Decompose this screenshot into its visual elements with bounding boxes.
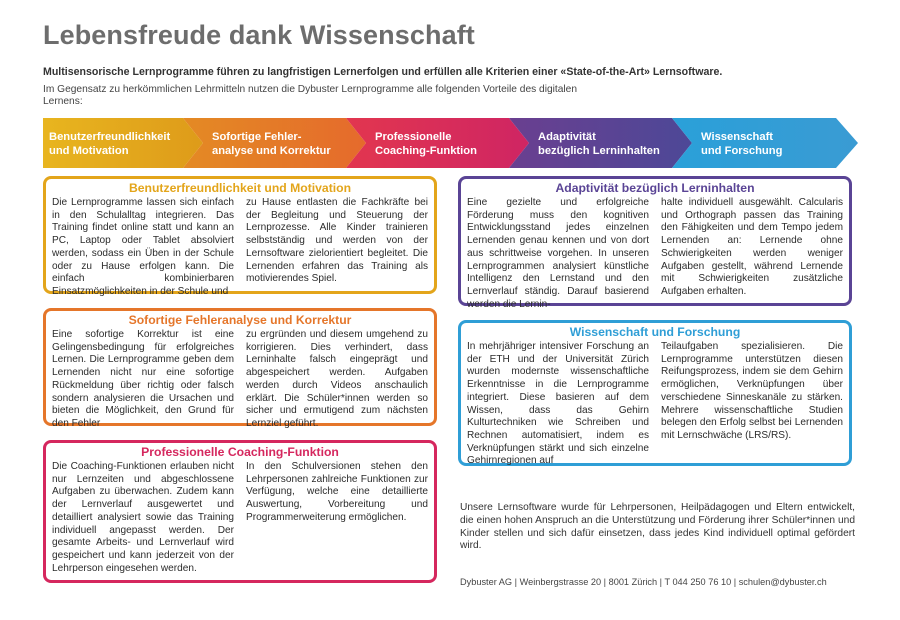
box-text-motivation-left: Die Lernprogramme lassen sich einfach in den Schulalltag integrieren. Das Training findet online statt und kann an PC, Laptop oder Tablet absolviert werden, sodass ein Üben in der Schule oder zu Hause erfolgen kann. Die einfach kombinierbaren Einsatzmöglichkeiten in der Schule und [52,197,234,297]
box-motivation [43,176,437,297]
box-korrektur [43,308,437,429]
box-text-wissenschaft-right: Teilaufgaben spezialisieren. Die Lernprogramme unterstützen diesen Reifungsprozess, indem sie dem Gehirn ermöglichen, Verknüpfungen über verschiedene Sinneskanäle zu stärken. Mehrere wissenschaftliche Studien belegen den Erfolg selbst bei Lernenden mit Lernschwäche (LRS/RS). [661,341,843,441]
box-text-wissenschaft-left: In mehrjähriger intensiver Forschung an der ETH und der Universität Zürich wurden modernste wissenschaftliche Erkenntnisse in die Lernprogramme integriert. Diese basieren auf dem Wissen, dass das Gehirn Kulturtechniken wie Schreiben und Rechnen automatisiert, indem es Verknüpfungen stärkt und sich einzelne Gehirnregionen auf [467,341,649,467]
lead-text: Multisensorische Lernprogramme führen zu langfristigen Lernerfolgen und erfüllen alle Kriterien einer «State-of-the-Art» Lernsoftware. [43,66,723,78]
box-text-motivation-right: zu Hause entlasten die Fachkräfte bei der Begleitung und Steuerung der Lernprozesse. Alle Kinder trainieren selbstständig und werden von der Lernsoftware zielorientiert begleitet. Die Lernenden erfahren das Training als motivierendes Spiel. [246,197,428,285]
page-title: Lebensfreude dank Wissenschaft [43,20,475,50]
box-text-korrektur-right: zu ergründen und diesem umgehend zu korrigieren. Dies verhindert, dass Lerninhalte falsch eingeprägt und abgespeichert werden. Aufgaben werden durch Videos anschaulich erklärt. Die Schüler*innen werden so sicher und ermutigend zum nächsten Lernziel geführt. [246,329,428,429]
box-title-korrektur: Sofortige Fehleranalyse und Korrektur [128,313,352,327]
box-text-coaching-right: In den Schulversionen stehen den Lehrpersonen zahlreiche Funktionen zur Verfügung, welche eine detaillierte Auswertung, Vorbereitung und Programmerweiterung ermöglichen. [246,461,428,523]
box-text-adaptiv-left: Eine gezielte und erfolgreiche Förderung muss den kognitiven Entwicklungsstand jedes einzelnen Lernenden genau kennen und von dort aus schrittweise vorgehen. In unseren Lernprogrammen analysiert künstliche Intelligenz den Lernstand und den Lernverlauf ständig. Darauf basierend werden die Lernin- [467,197,649,310]
box-adaptiv [458,176,852,310]
arrow-label-korrektur: Sofortige Fehler- analyse und Korrektur [212,131,331,157]
box-title-motivation: Benutzerfreundlichkeit und Motivation [128,181,352,195]
closing-text: Unsere Lernsoftware wurde für Lehrpersonen, Heilpädagogen und Eltern entwickelt, die einen hohen Anspruch an die Unterstützung und Förderung ihrer Schüler*innen und Kinder stellen und sich dafür einsetzen, dass jedes Kind individuell optimal gefördert wird. [460,502,855,552]
arrow-label-motivation: Benutzerfreundlichkeit und Motivation [49,131,171,157]
box-text-korrektur-left: Eine sofortige Korrektur ist eine Gelingensbedingung für erfolgreiches Lernen. Die Lernprogramme geben dem Lernenden nicht nur eine sofortige Rückmeldung über richtig oder falsch sondern analysieren die Ursachen und bieten die Möglichkeit, den Grund für den Fehler [52,329,234,429]
intro-text: Im Gegensatz zu herkömmlichen Lehrmitteln nutzen die Dybuster Lernprogramme alle folgenden Vorteile des digitalen Lernens: [43,84,578,107]
box-title-coaching: Professionelle Coaching-Funktion [141,445,339,459]
box-title-wissenschaft: Wissenschaft und Forschung [569,325,741,339]
benefits-arrow-band [43,118,858,168]
box-wissenschaft [458,320,852,466]
box-text-coaching-left: Die Coaching-Funktionen erlauben nicht nur Lernzeiten und abgeschlossene Aufgaben zu überwachen. Zudem kann der Lernverlauf ausgewertet und detailliert analysiert sowie das Training individuell angepasst werden. Der gesamte Arbeits- und Lernverlauf wird gespeichert und kann jederzeit von der Lehrperson eingesehen werden. [52,461,234,574]
box-title-adaptiv: Adaptivität bezüglich Lerninhalten [555,181,755,195]
arrow-label-coaching: Professionelle Coaching-Funktion [375,131,477,157]
arrow-label-wissenschaft: Wissenschaft und Forschung [701,131,783,157]
arrow-label-adaptiv: Adaptivität bezüglich Lerninhalten [538,131,660,157]
box-coaching [43,440,437,583]
footer-contact: Dybuster AG | Weinbergstrasse 20 | 8001 Zürich | T 044 250 76 10 | schulen@dybuster.ch [460,577,827,587]
box-text-adaptiv-right: halte individuell ausgewählt. Calcularis und Orthograph passen das Training den Fähigkeiten und dem Tempo jedem Lernenden an: Lernende ohne Schwierigkeiten werden weniger Aufgaben gestellt, während Lernende mit Schwierigkeiten zusätzliche Aufgaben erhalten. [661,197,843,297]
